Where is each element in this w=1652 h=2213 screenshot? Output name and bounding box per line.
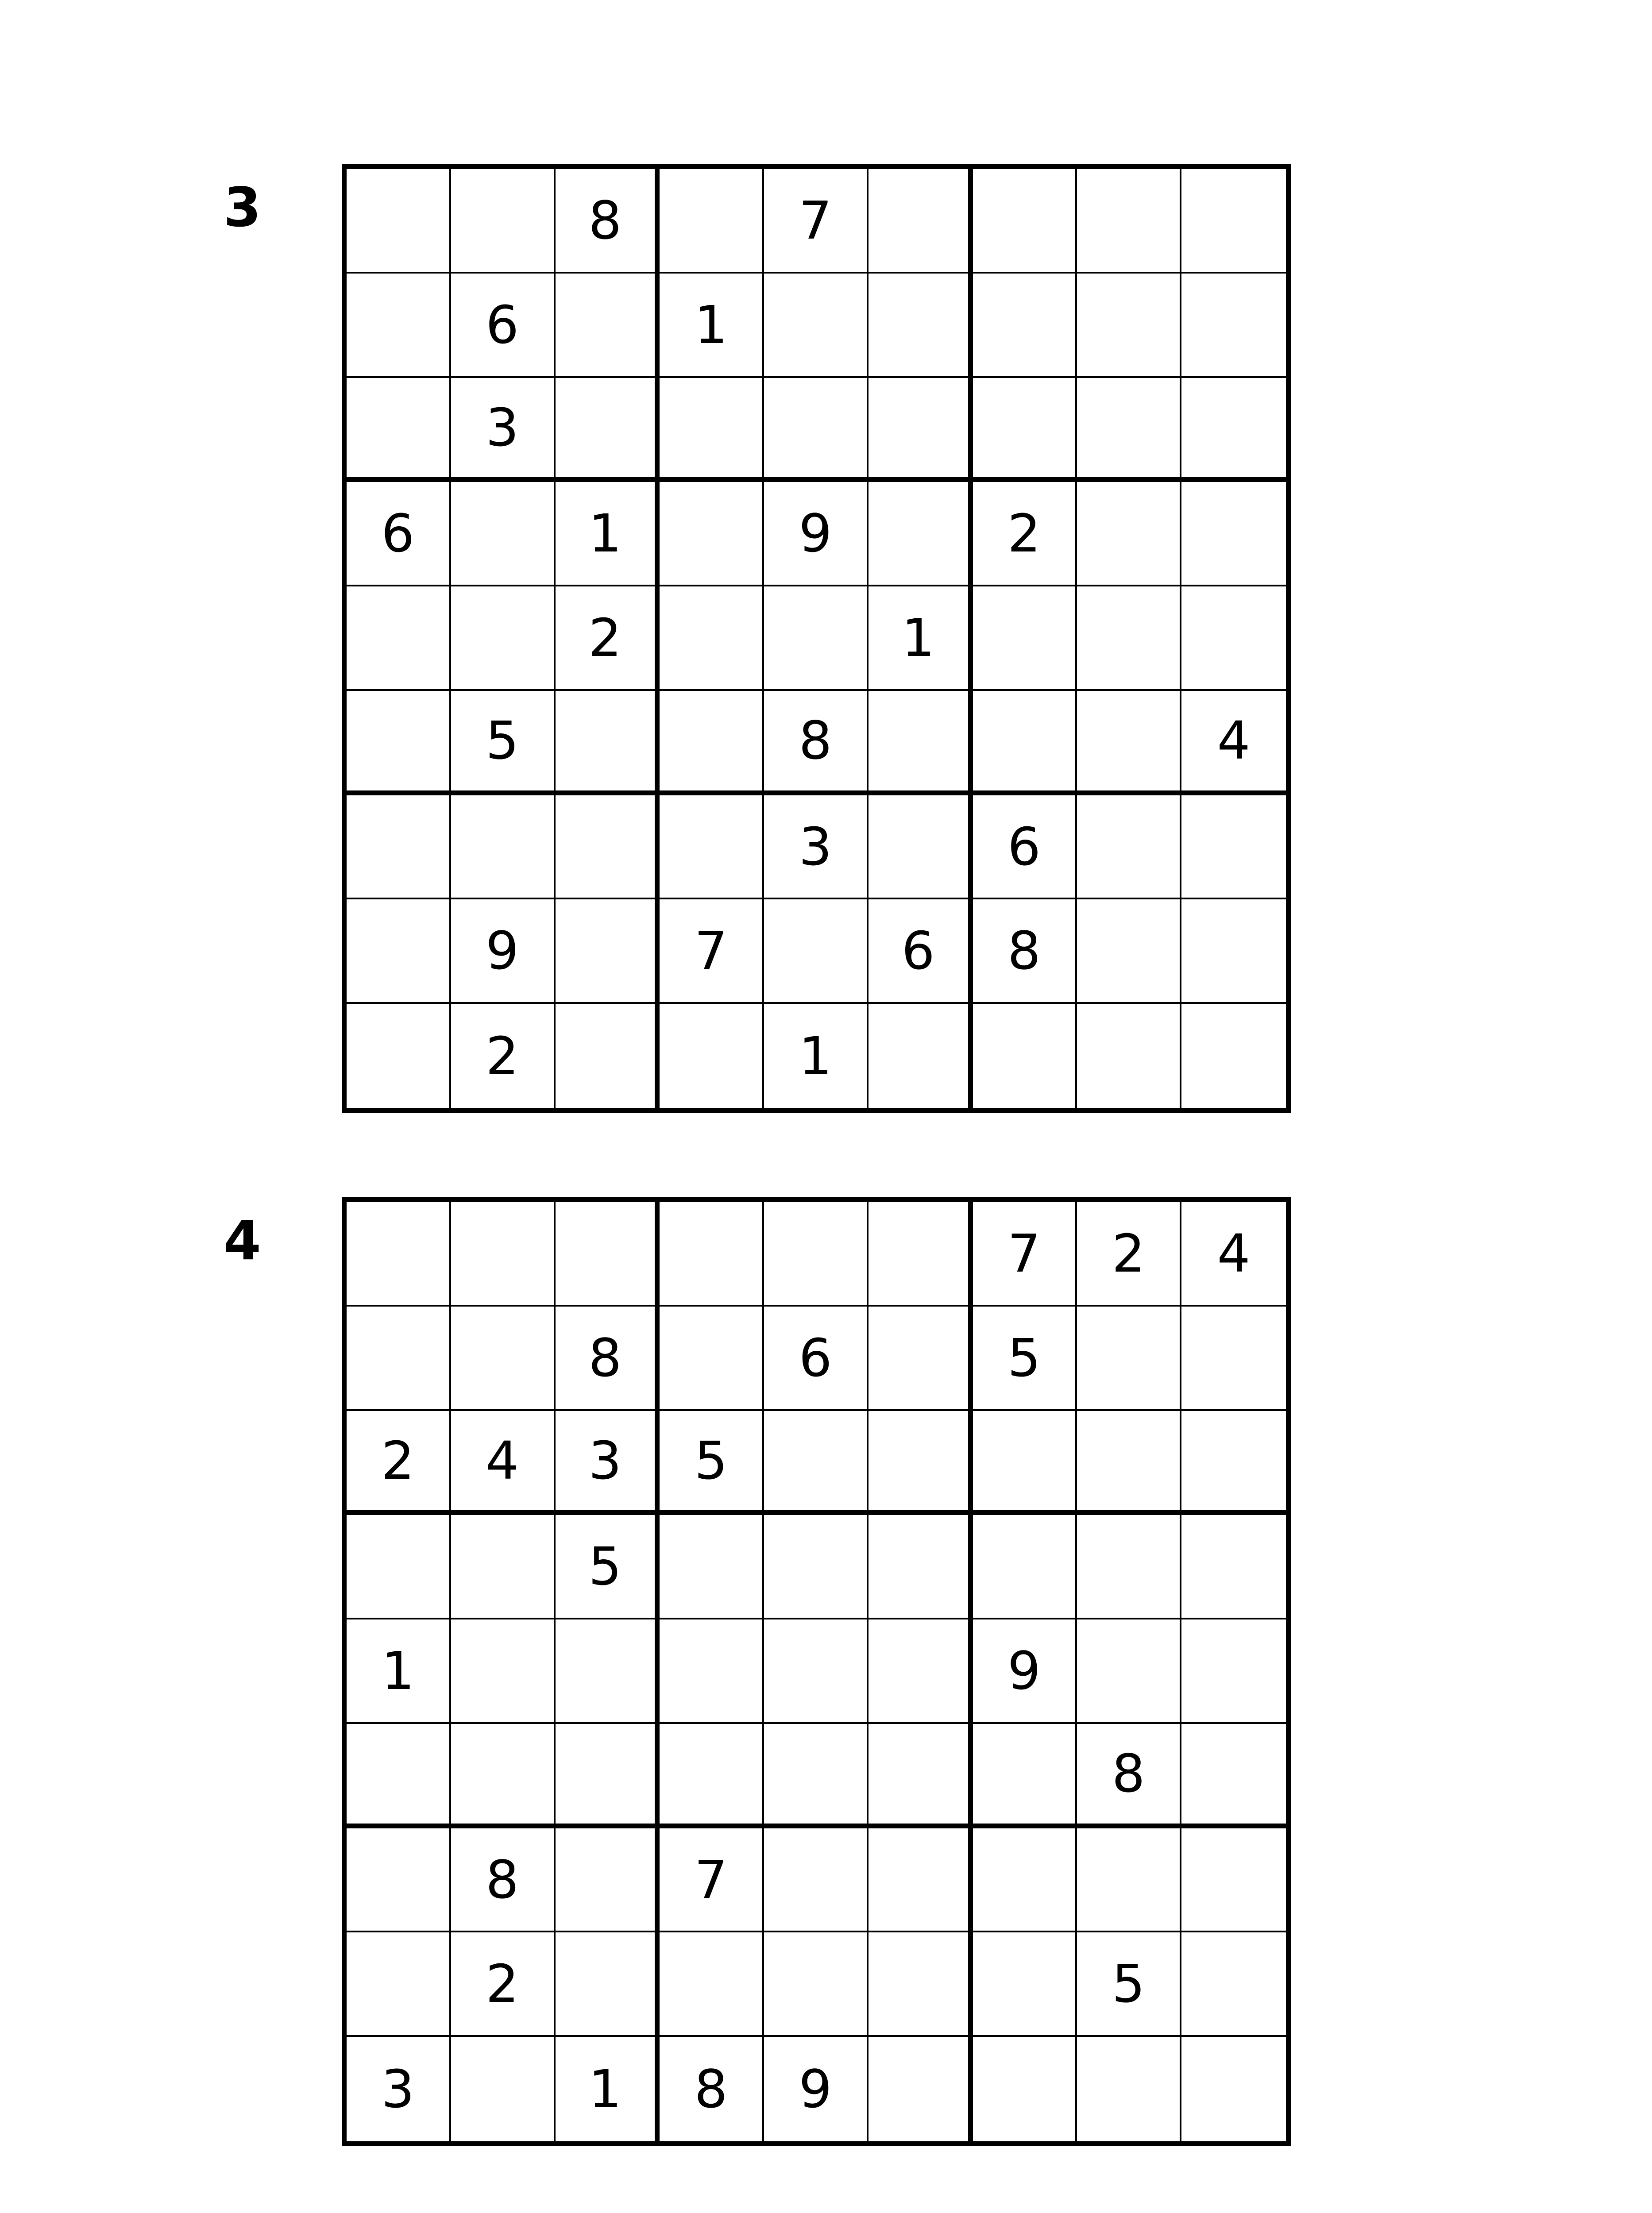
sudoku-cell[interactable] <box>451 482 556 586</box>
sudoku-cell[interactable] <box>1181 274 1286 378</box>
sudoku-cell[interactable]: 1 <box>868 586 973 691</box>
sudoku-cell[interactable]: 8 <box>1077 1724 1181 1828</box>
sudoku-cell[interactable] <box>868 378 973 482</box>
sudoku-cell[interactable]: 7 <box>973 1202 1077 1307</box>
sudoku-cell[interactable] <box>451 1515 556 1619</box>
sudoku-cell[interactable] <box>973 1515 1077 1619</box>
sudoku-cell[interactable] <box>1181 1411 1286 1515</box>
sudoku-cell[interactable]: 5 <box>556 1515 660 1619</box>
sudoku-cell[interactable] <box>347 1932 451 2037</box>
sudoku-cell[interactable] <box>660 586 764 691</box>
sudoku-cell[interactable] <box>451 1202 556 1307</box>
sudoku-cell[interactable] <box>1077 795 1181 900</box>
sudoku-cell[interactable] <box>973 1724 1077 1828</box>
sudoku-cell[interactable] <box>1181 1515 1286 1619</box>
sudoku-cell[interactable] <box>973 1828 1077 1933</box>
sudoku-cell[interactable] <box>1181 1828 1286 1933</box>
sudoku-cell[interactable]: 2 <box>347 1411 451 1515</box>
sudoku-cell[interactable] <box>1077 1515 1181 1619</box>
sudoku-cell[interactable] <box>1181 1619 1286 1724</box>
sudoku-cell[interactable] <box>764 1202 868 1307</box>
sudoku-cell[interactable]: 6 <box>868 899 973 1004</box>
sudoku-cell[interactable] <box>764 1411 868 1515</box>
sudoku-cell[interactable]: 3 <box>347 2037 451 2141</box>
sudoku-cell[interactable]: 5 <box>451 691 556 795</box>
sudoku-cell[interactable]: 3 <box>764 795 868 900</box>
sudoku-cell[interactable] <box>660 1932 764 2037</box>
sudoku-cell[interactable]: 8 <box>556 169 660 274</box>
sudoku-cell[interactable] <box>660 1307 764 1411</box>
sudoku-cell[interactable]: 3 <box>451 378 556 482</box>
sudoku-cell[interactable] <box>660 1202 764 1307</box>
sudoku-cell[interactable] <box>973 691 1077 795</box>
sudoku-cell[interactable]: 6 <box>347 482 451 586</box>
sudoku-cell[interactable] <box>764 899 868 1004</box>
sudoku-cell[interactable] <box>764 378 868 482</box>
sudoku-cell[interactable] <box>1077 1307 1181 1411</box>
sudoku-cell[interactable] <box>1181 2037 1286 2141</box>
sudoku-cell[interactable] <box>347 1724 451 1828</box>
sudoku-cell[interactable] <box>660 1515 764 1619</box>
sudoku-cell[interactable] <box>347 274 451 378</box>
sudoku-cell[interactable]: 9 <box>451 899 556 1004</box>
sudoku-cell[interactable] <box>868 274 973 378</box>
sudoku-cell[interactable] <box>556 795 660 900</box>
sudoku-cell[interactable] <box>347 795 451 900</box>
puzzle-number-3: 3 <box>224 176 261 239</box>
sudoku-cell[interactable] <box>347 1307 451 1411</box>
sudoku-cell[interactable] <box>868 482 973 586</box>
sudoku-cell[interactable]: 6 <box>973 795 1077 900</box>
sudoku-cell[interactable]: 8 <box>973 899 1077 1004</box>
sudoku-cell[interactable] <box>1181 378 1286 482</box>
sudoku-cell[interactable]: 2 <box>1077 1202 1181 1307</box>
sudoku-cell[interactable] <box>347 169 451 274</box>
sudoku-cell[interactable] <box>868 1932 973 2037</box>
sudoku-cell[interactable]: 3 <box>556 1411 660 1515</box>
sudoku-cell[interactable]: 5 <box>1077 1932 1181 2037</box>
sudoku-cell[interactable] <box>868 1202 973 1307</box>
sudoku-cell[interactable] <box>451 1307 556 1411</box>
sudoku-cell[interactable] <box>1077 899 1181 1004</box>
sudoku-cell[interactable] <box>347 1828 451 1933</box>
sudoku-cell[interactable] <box>1077 1619 1181 1724</box>
sudoku-cell[interactable] <box>1181 482 1286 586</box>
sudoku-cell[interactable] <box>868 1411 973 1515</box>
sudoku-cell[interactable] <box>973 169 1077 274</box>
sudoku-cell[interactable] <box>451 795 556 900</box>
sudoku-cell[interactable] <box>1077 586 1181 691</box>
sudoku-cell[interactable] <box>556 1619 660 1724</box>
sudoku-cell[interactable] <box>973 378 1077 482</box>
sudoku-board-3 <box>342 164 1291 1113</box>
sudoku-cell[interactable] <box>973 274 1077 378</box>
sudoku-cell[interactable] <box>347 586 451 691</box>
sudoku-cell[interactable] <box>1077 482 1181 586</box>
sudoku-cell[interactable] <box>1181 169 1286 274</box>
sudoku-cell[interactable]: 9 <box>764 2037 868 2141</box>
sudoku-cell[interactable] <box>451 2037 556 2141</box>
sudoku-cell[interactable] <box>660 1724 764 1828</box>
sudoku-cell[interactable] <box>451 1724 556 1828</box>
sudoku-cell[interactable]: 8 <box>556 1307 660 1411</box>
sudoku-cell[interactable] <box>868 169 973 274</box>
sudoku-cell[interactable]: 6 <box>451 274 556 378</box>
sudoku-cell[interactable] <box>1181 795 1286 900</box>
sudoku-cell[interactable]: 8 <box>764 691 868 795</box>
sudoku-cell[interactable]: 2 <box>451 1004 556 1108</box>
sudoku-cell[interactable]: 2 <box>556 586 660 691</box>
sudoku-cell[interactable] <box>868 795 973 900</box>
sudoku-cell[interactable] <box>1181 1932 1286 2037</box>
sudoku-cell[interactable]: 5 <box>660 1411 764 1515</box>
sudoku-cell[interactable] <box>868 1515 973 1619</box>
sudoku-cell[interactable]: 1 <box>556 2037 660 2141</box>
sudoku-cell[interactable]: 4 <box>451 1411 556 1515</box>
sudoku-cell[interactable]: 9 <box>973 1619 1077 1724</box>
sudoku-cell[interactable] <box>556 1932 660 2037</box>
sudoku-cell[interactable] <box>764 1932 868 2037</box>
sudoku-cell[interactable] <box>764 586 868 691</box>
sudoku-cell[interactable] <box>660 169 764 274</box>
sudoku-cell[interactable] <box>868 2037 973 2141</box>
sudoku-cell[interactable]: 9 <box>764 482 868 586</box>
sudoku-cell[interactable]: 1 <box>764 1004 868 1108</box>
sudoku-cell[interactable] <box>868 1004 973 1108</box>
sudoku-cell[interactable] <box>556 691 660 795</box>
sudoku-cell[interactable]: 2 <box>451 1932 556 2037</box>
sudoku-cell[interactable] <box>1077 169 1181 274</box>
sudoku-cell[interactable]: 1 <box>556 482 660 586</box>
sudoku-cell[interactable] <box>556 1724 660 1828</box>
sudoku-cell[interactable] <box>1077 691 1181 795</box>
sudoku-cell[interactable] <box>764 1828 868 1933</box>
sudoku-cell[interactable] <box>660 691 764 795</box>
sudoku-cell[interactable] <box>347 691 451 795</box>
sudoku-cell[interactable] <box>973 2037 1077 2141</box>
sudoku-cell[interactable] <box>973 586 1077 691</box>
sudoku-cell[interactable] <box>868 1828 973 1933</box>
sudoku-cell[interactable] <box>347 1515 451 1619</box>
sudoku-cell[interactable] <box>347 1004 451 1108</box>
sudoku-cell[interactable] <box>556 274 660 378</box>
sudoku-cell[interactable] <box>1181 899 1286 1004</box>
sudoku-cell[interactable] <box>868 1724 973 1828</box>
sudoku-cell[interactable] <box>764 1724 868 1828</box>
sudoku-cell[interactable] <box>1181 1004 1286 1108</box>
puzzle-number-4: 4 <box>224 1209 261 1272</box>
sudoku-cell[interactable] <box>556 1202 660 1307</box>
sudoku-cell[interactable] <box>1181 1307 1286 1411</box>
sudoku-cell[interactable]: 1 <box>660 274 764 378</box>
sudoku-cell[interactable]: 1 <box>347 1619 451 1724</box>
sudoku-cell[interactable] <box>868 1307 973 1411</box>
sudoku-cell[interactable]: 7 <box>660 1828 764 1933</box>
sudoku-cell[interactable] <box>660 795 764 900</box>
sudoku-cell[interactable]: 5 <box>973 1307 1077 1411</box>
sudoku-cell[interactable]: 8 <box>660 2037 764 2141</box>
sudoku-cell[interactable] <box>868 1619 973 1724</box>
sudoku-cell[interactable]: 8 <box>451 1828 556 1933</box>
sudoku-cell[interactable] <box>660 1619 764 1724</box>
sudoku-cell[interactable] <box>451 586 556 691</box>
sudoku-cell[interactable] <box>451 169 556 274</box>
sudoku-cell[interactable] <box>973 1411 1077 1515</box>
sudoku-cell[interactable] <box>764 1515 868 1619</box>
sudoku-cell[interactable] <box>1181 586 1286 691</box>
sudoku-cell[interactable] <box>1077 1828 1181 1933</box>
sudoku-cell[interactable]: 7 <box>764 169 868 274</box>
sudoku-cell[interactable] <box>868 691 973 795</box>
sudoku-cell[interactable] <box>660 1004 764 1108</box>
sudoku-cell[interactable] <box>1077 1004 1181 1108</box>
sudoku-cell[interactable] <box>347 1202 451 1307</box>
sudoku-cell[interactable] <box>347 899 451 1004</box>
sudoku-cell[interactable] <box>1077 2037 1181 2141</box>
sudoku-cell[interactable]: 4 <box>1181 691 1286 795</box>
sudoku-cell[interactable] <box>1181 1724 1286 1828</box>
sudoku-cell[interactable] <box>556 378 660 482</box>
sudoku-cell[interactable] <box>764 274 868 378</box>
sudoku-cell[interactable] <box>660 482 764 586</box>
sudoku-cell[interactable] <box>973 1004 1077 1108</box>
sudoku-cell[interactable] <box>764 1619 868 1724</box>
sudoku-cell[interactable] <box>660 378 764 482</box>
sudoku-cell[interactable] <box>556 1004 660 1108</box>
sudoku-cell[interactable] <box>1077 378 1181 482</box>
sudoku-board-4 <box>342 1197 1291 2146</box>
sudoku-cell[interactable] <box>973 1932 1077 2037</box>
sudoku-cell[interactable]: 7 <box>660 899 764 1004</box>
sudoku-cell[interactable]: 2 <box>973 482 1077 586</box>
sudoku-cell[interactable] <box>347 378 451 482</box>
sudoku-cell[interactable] <box>451 1619 556 1724</box>
sudoku-cell[interactable] <box>1077 274 1181 378</box>
sudoku-cell[interactable] <box>556 1828 660 1933</box>
sudoku-cell[interactable]: 4 <box>1181 1202 1286 1307</box>
sudoku-cell[interactable] <box>556 899 660 1004</box>
sudoku-cell[interactable] <box>1077 1411 1181 1515</box>
sudoku-cell[interactable]: 6 <box>764 1307 868 1411</box>
